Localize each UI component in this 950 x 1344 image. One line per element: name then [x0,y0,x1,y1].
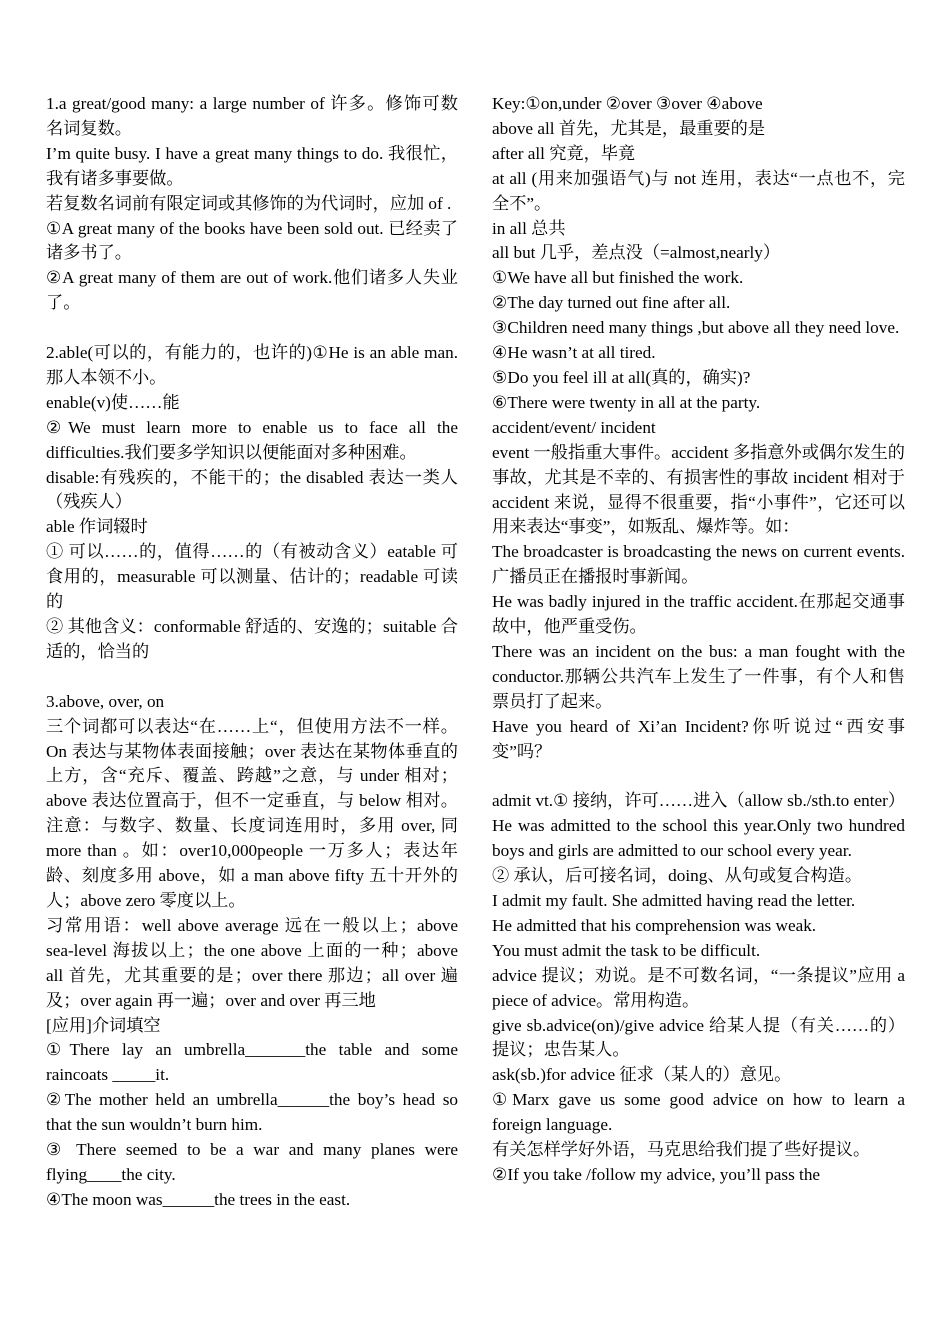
left-paragraph: 1.a great/good many: a large number of 许多。修饰可数名词复数。 [46,94,458,138]
right-paragraph: He was badly injured in the traffic accident.在那起交通事故中，他严重受伤。 [492,592,905,637]
left-paragraph: ①A great many of the books have been sold out. 已经卖了诸多书了。 [46,218,458,263]
right-paragraph: He was admitted to the school this year.Only two hundred boys and girls are admitted to our school every year. [492,816,905,861]
left-paragraph: ②We must learn more to enable us to face all the difficulties.我们要多学知识以便能面对多种困难。 [46,417,458,462]
right-paragraph: I admit my fault. She admitted having read the letter. [492,890,856,910]
left-paragraph: ① 可以……的，值得……的（有被动含义）eatable 可食用的，measurable 可以测量、估计的；readable 可读的 [46,542,458,612]
right-blank-line [492,764,905,789]
right-paragraph: above all 首先，尤其是，最重要的是 [492,118,766,138]
left-paragraph: 三个词都可以表达“在……上“，但使用方法不一样。On 表达与某物体表面接触；over 表达在某物体垂直的上方，含“充斥、覆盖、跨越”之意，与 under 相对；above 表达位置高于，但不一定垂直，与 below 相对。注意：与数字、数量、长度词连用时，多用 over, 同 more than 。如：over10,000people 一万多人；表达年龄、刻度多用 above，如 a man above fifty 五十开外的人；above zero 零度以上。 [46,716,458,910]
left-column [46,92,458,1213]
right-paragraph: ④He wasn’t at all tired. [492,343,656,363]
left-paragraph: I’m quite busy. I have a great many things to do. 我很忙，我有诸多事要做。 [46,143,458,188]
left-paragraph: enable(v)使……能 [46,392,180,412]
right-paragraph: ⑥There were twenty in all at the party. [492,392,761,412]
right-paragraph: admit vt.① 接纳，许可……进入（allow sb./sth.to enter） [492,791,906,811]
right-paragraph: Key:①on,under ②over ③over ④above [492,94,763,113]
left-paragraph: 若复数名词前有限定词或其修饰的为代词时，应加 of . [46,193,452,213]
left-paragraph: 习常用语：well above average 远在一般以上；above sea-level 海拔以上；the one above 上面的一种；above all 首先，尤其重要的是；over there 那边；all over 遍及；over again 再一遍；over and over 再三地 [46,915,458,1010]
left-paragraph: 2.able(可以的，有能力的，也许的)①He is an able man.那人本领不小。 [46,343,458,387]
right-paragraph: ①Marx gave us some good advice on how to learn a foreign language. [492,1090,905,1135]
left-paragraph: ②The mother held an umbrella______the boy’s head so that the sun wouldn’t burn him. [46,1090,458,1135]
right-paragraph: ②If you take /follow my advice, you’ll pass the [492,1164,821,1184]
right-paragraph: ⑤Do you feel ill at all(真的，确实)? [492,367,751,387]
left-paragraph: ④The moon was______the trees in the east. [46,1189,351,1209]
right-paragraph: ② 承认，后可接名词，doing、从句或复合构造。 [492,866,863,886]
left-paragraph: disable:有残疾的，不能干的；the disabled 表达一类人（残疾人） [46,467,458,512]
right-paragraph: all but 几乎，差点没（=almost,nearly） [492,243,781,263]
left-paragraph: able 作词辍时 [46,517,148,537]
right-paragraph: event 一般指重大事件。accident 多指意外或偶尔发生的事故，尤其是不幸的、有损害性的事故 incident 相对于 accident 来说，显得不很重要，指“小事件”，它还可以用来表达“事变”，如叛乱、爆炸等。如： [492,442,905,537]
right-paragraph: Have you heard of Xi’an Incident?你听说过“西安事变”吗？ [492,716,905,761]
right-paragraph: at all (用来加强语气)与 not 连用，表达“一点也不，完全不”。 [492,168,905,213]
left-paragraph: [应用]介词填空 [46,1015,161,1035]
right-column [492,92,905,1188]
right-paragraph: accident/event/ incident [492,417,656,437]
left-paragraph: ③ There seemed to be a war and many planes were flying____the city. [46,1140,458,1184]
right-paragraph: in all 总共 [492,218,566,238]
right-paragraph: ②The day turned out fine after all. [492,293,731,313]
left-blank-line [46,665,458,690]
right-paragraph: give sb.advice(on)/give advice 给某人提（有关……的）提议；忠告某人。 [492,1015,905,1060]
right-paragraph: He admitted that his comprehension was weak. [492,915,817,935]
left-paragraph: ② 其他含义：conformable 舒适的、安逸的；suitable 合适的，恰当的 [46,617,458,661]
right-paragraph: There was an incident on the bus: a man fought with the conductor.那辆公共汽车上发生了一件事，有个人和售票员打了起来。 [492,641,905,711]
right-paragraph: ③Children need many things ,but above all they need love. [492,318,900,338]
right-paragraph: The broadcaster is broadcasting the news on current events.广播员正在播报时事新闻。 [492,542,905,587]
right-paragraph: 有关怎样学好外语，马克思给我们提了些好提议。 [492,1140,871,1160]
left-paragraph: ①There lay an umbrella_______the table and some raincoats _____it. [46,1040,458,1085]
left-paragraph: ②A great many of them are out of work.他们诸多人失业了。 [46,268,458,313]
right-paragraph: ①We have all but finished the work. [492,268,744,288]
right-paragraph: advice 提议；劝说。是不可数名词，“一条提议”应用 a piece of advice。常用构造。 [492,965,905,1010]
right-paragraph: You must admit the task to be difficult. [492,940,761,960]
right-paragraph: after all 究竟，毕竟 [492,143,636,163]
right-paragraph: ask(sb.)for advice 征求（某人的）意见。 [492,1065,792,1085]
left-paragraph: 3.above, over, on [46,691,165,711]
left-blank-line [46,316,458,341]
